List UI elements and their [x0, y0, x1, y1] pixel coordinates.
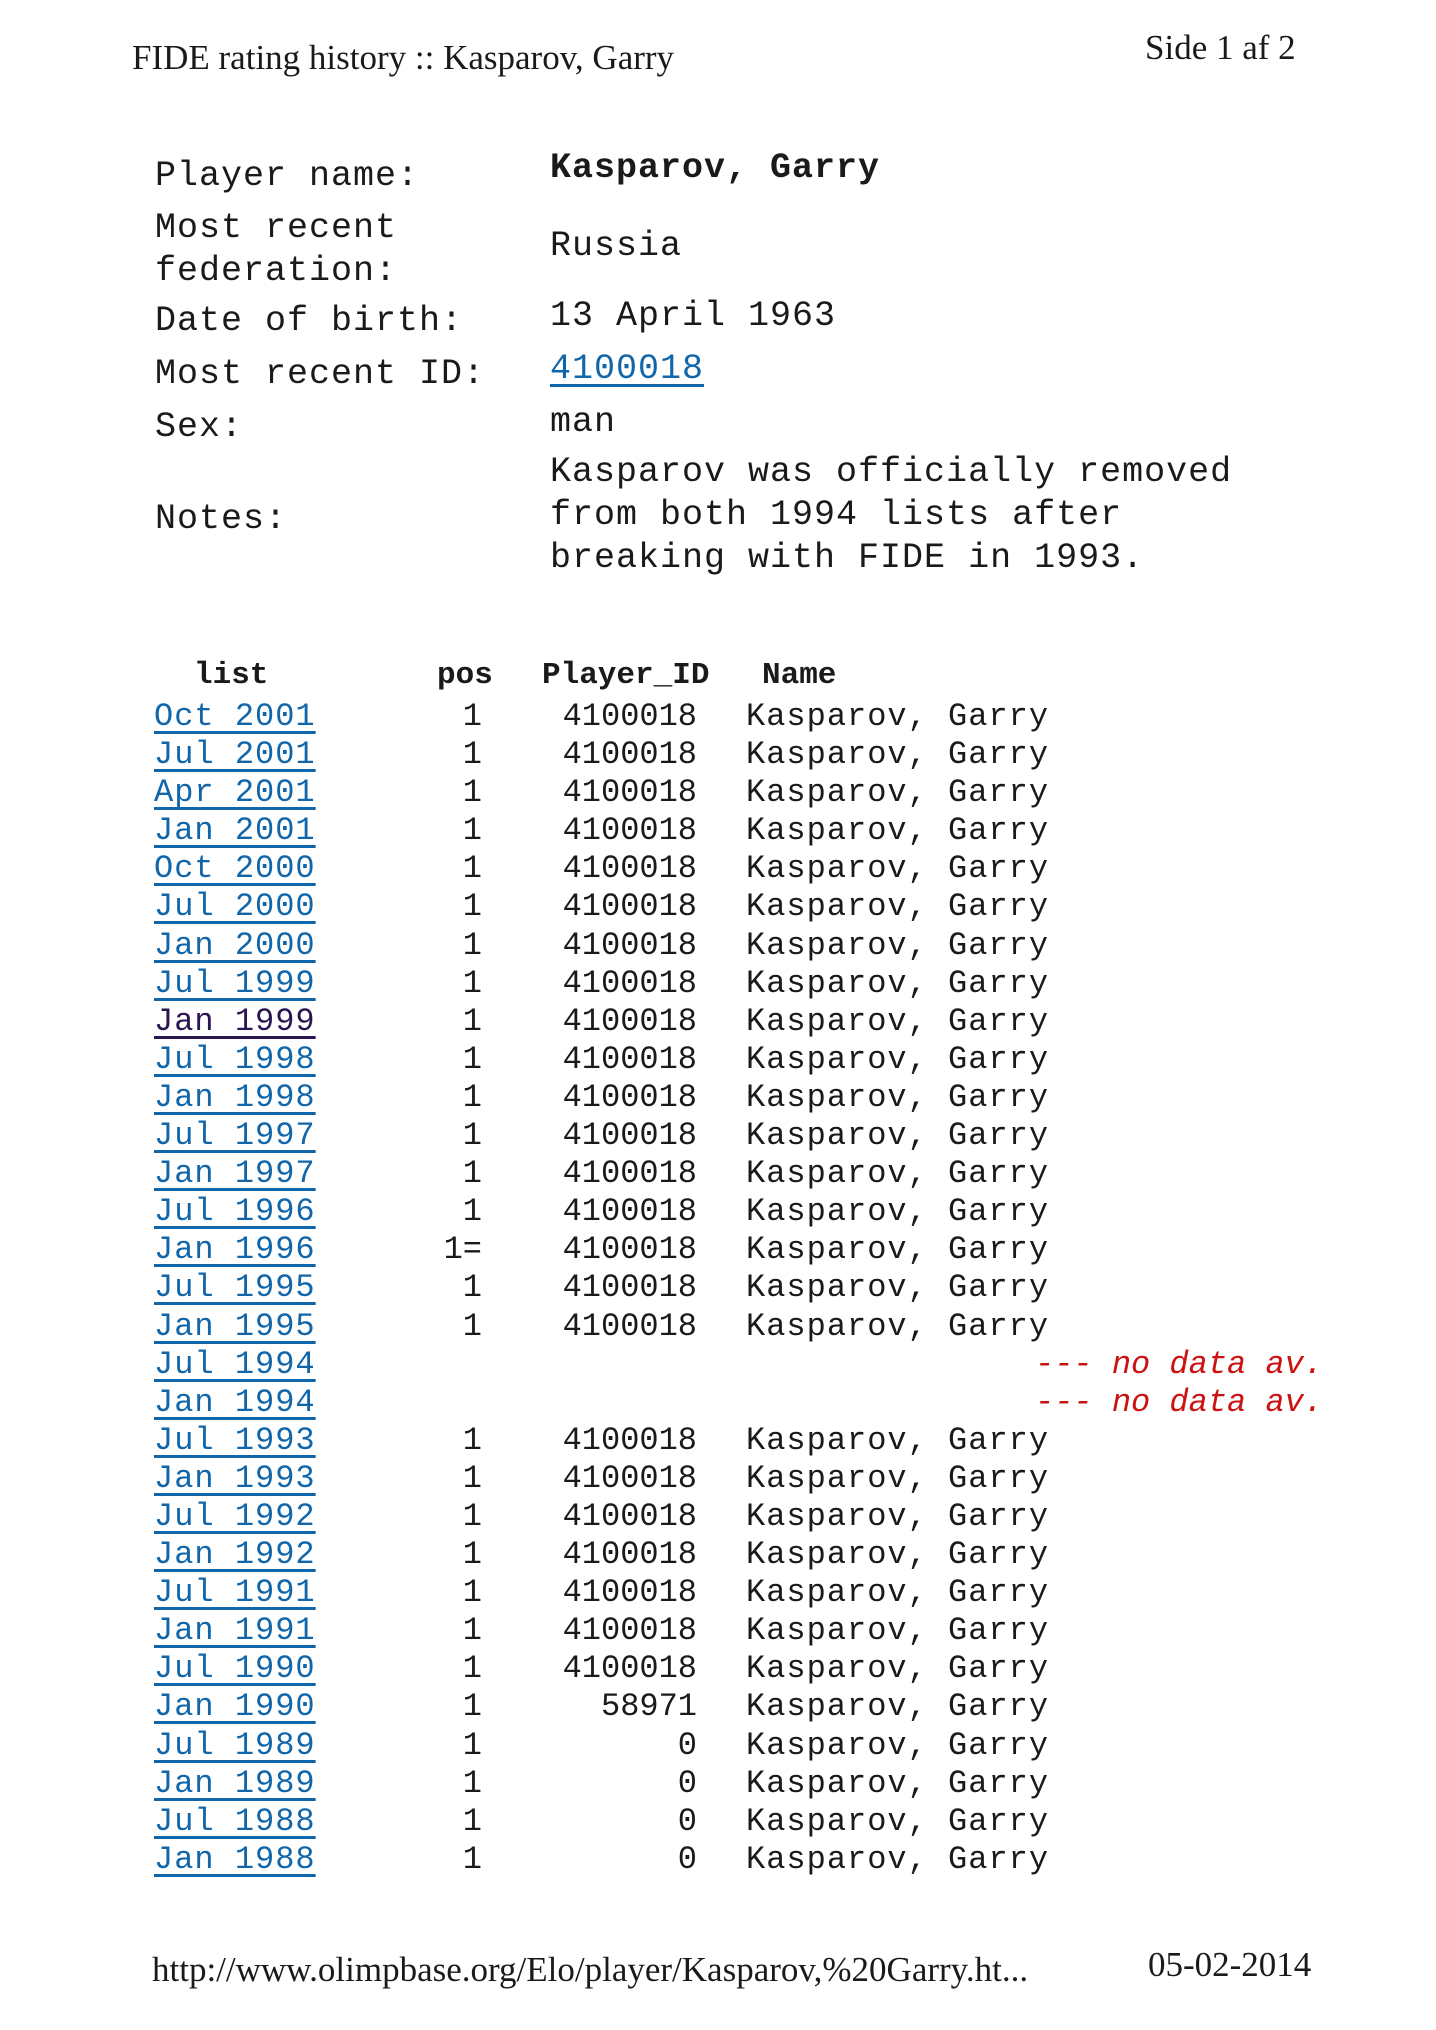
player-id-cell: 4100018: [562, 1155, 697, 1193]
list-date-link[interactable]: Jul 1995: [154, 1269, 316, 1307]
notes-line-3: breaking with FIDE in 1993.: [550, 538, 1145, 578]
federation-label-line2: federation:: [155, 251, 398, 291]
notes-line-1: Kasparov was officially removed: [550, 452, 1233, 492]
rank-position: 1: [462, 1421, 482, 1459]
notes-label: Notes:: [155, 499, 288, 539]
table-row: [150, 698, 1330, 736]
page-header-title: FIDE rating history :: Kasparov, Garry: [132, 38, 675, 77]
column-header-list: list: [194, 658, 269, 693]
player-id-cell: 4100018: [562, 1650, 697, 1688]
table-row: [150, 1269, 1330, 1307]
player-name-cell: Kasparov, Garry: [746, 1307, 1050, 1345]
player-id-cell: 4100018: [562, 1002, 697, 1040]
player-name-cell: Kasparov, Garry: [746, 1536, 1050, 1574]
list-date-link[interactable]: Jan 2000: [154, 926, 316, 964]
player-name-cell: Kasparov, Garry: [746, 774, 1050, 812]
player-name-cell: Kasparov, Garry: [746, 850, 1050, 888]
table-row: [150, 1765, 1330, 1803]
rank-position: 1: [462, 1574, 482, 1612]
player-id-cell: 0: [677, 1764, 697, 1802]
player-id-cell: 4100018: [562, 1307, 697, 1345]
player-id-cell: 4100018: [562, 888, 697, 926]
list-date-link[interactable]: Jul 1989: [154, 1726, 316, 1764]
player-id-cell: 0: [677, 1726, 697, 1764]
list-date-link[interactable]: Jul 1993: [154, 1421, 316, 1459]
list-date-link[interactable]: Jan 1998: [154, 1078, 316, 1116]
rank-position: 1: [462, 1155, 482, 1193]
player-name-cell: Kasparov, Garry: [746, 1078, 1050, 1116]
sex-label: Sex:: [155, 407, 244, 447]
list-date-link[interactable]: Jul 1996: [154, 1193, 316, 1231]
table-row: [150, 1308, 1330, 1346]
player-name-cell: Kasparov, Garry: [746, 1002, 1050, 1040]
player-id-cell: 0: [677, 1840, 697, 1878]
list-date-link[interactable]: Jul 2000: [154, 888, 316, 926]
rank-position: 1: [462, 812, 482, 850]
page-number: Side 1 af 2: [1145, 28, 1296, 67]
list-date-link[interactable]: Jan 1991: [154, 1612, 316, 1650]
list-date-link[interactable]: Jul 1990: [154, 1650, 316, 1688]
player-id-cell: 4100018: [562, 736, 697, 774]
federation-value: Russia: [550, 226, 683, 266]
table-row: [150, 1574, 1330, 1612]
list-date-link[interactable]: Jul 1991: [154, 1574, 316, 1612]
list-date-link[interactable]: Jan 1988: [154, 1840, 316, 1878]
player-id-link[interactable]: 4100018: [550, 349, 705, 389]
table-row: [150, 1422, 1330, 1460]
player-name-cell: Kasparov, Garry: [746, 1726, 1050, 1764]
rank-position: 1: [462, 1802, 482, 1840]
player-name-cell: Kasparov, Garry: [746, 1840, 1050, 1878]
table-row: [150, 774, 1330, 812]
table-row: [150, 965, 1330, 1003]
player-name-cell: Kasparov, Garry: [746, 1155, 1050, 1193]
list-date-link[interactable]: Jan 1992: [154, 1536, 316, 1574]
table-row: [150, 812, 1330, 850]
table-row: [150, 1688, 1330, 1726]
player-name-cell: Kasparov, Garry: [746, 1497, 1050, 1535]
table-row: [150, 888, 1330, 926]
player-id-cell: 4100018: [562, 1231, 697, 1269]
table-row: [150, 1460, 1330, 1498]
player-name-cell: Kasparov, Garry: [746, 1802, 1050, 1840]
table-row: [150, 1841, 1330, 1879]
player-name-cell: Kasparov, Garry: [746, 1612, 1050, 1650]
column-header-name: Name: [762, 658, 837, 693]
federation-label-line1: Most recent: [155, 208, 398, 248]
sex-value: man: [550, 402, 617, 442]
table-row: [150, 1498, 1330, 1536]
rank-position: 1: [462, 1840, 482, 1878]
rank-position: 1: [462, 1002, 482, 1040]
rank-position: 1: [462, 1726, 482, 1764]
rank-position: 1: [462, 1497, 482, 1535]
player-name-cell: Kasparov, Garry: [746, 812, 1050, 850]
table-row: [150, 1384, 1330, 1422]
list-date-link[interactable]: Jan 1999: [154, 1002, 316, 1040]
player-id-cell: 4100018: [562, 1536, 697, 1574]
rank-position: 1: [462, 1459, 482, 1497]
table-row: [150, 1536, 1330, 1574]
rank-position: 1: [462, 888, 482, 926]
list-date-link[interactable]: Jul 1994: [154, 1345, 316, 1383]
list-date-link[interactable]: Oct 2000: [154, 850, 316, 888]
rank-position: 1: [462, 1764, 482, 1802]
rank-position: 1: [462, 774, 482, 812]
player-id-cell: 4100018: [562, 698, 697, 735]
player-name-label: Player name:: [155, 156, 420, 196]
id-label: Most recent ID:: [155, 354, 486, 394]
rank-position: 1: [462, 1612, 482, 1650]
player-id-cell: 4100018: [562, 812, 697, 850]
player-id-cell: 4100018: [562, 850, 697, 888]
rank-position: 1: [462, 1536, 482, 1574]
table-row: [150, 1803, 1330, 1841]
table-row: [150, 850, 1330, 888]
rank-position: 1: [462, 964, 482, 1002]
player-id-cell: 4100018: [562, 1459, 697, 1497]
dob-value: 13 April 1963: [550, 296, 837, 336]
player-id-cell: 4100018: [562, 1612, 697, 1650]
footer-date: 05-02-2014: [1148, 1945, 1312, 1984]
player-name-cell: Kasparov, Garry: [746, 964, 1050, 1002]
table-row: [150, 927, 1330, 965]
list-date-link[interactable]: Oct 2001: [154, 698, 316, 735]
player-id-cell: 4100018: [562, 1421, 697, 1459]
player-name-cell: Kasparov, Garry: [746, 1193, 1050, 1231]
rank-position: 1: [462, 1269, 482, 1307]
player-name-cell: Kasparov, Garry: [746, 1764, 1050, 1802]
list-date-link[interactable]: Apr 2001: [154, 774, 316, 812]
list-date-link[interactable]: Jan 1994: [154, 1383, 316, 1421]
table-row: [150, 1155, 1330, 1193]
footer-url: http://www.olimpbase.org/Elo/player/Kasparov,%20Garry.ht...: [152, 1950, 1029, 1989]
player-id-cell: 4100018: [562, 926, 697, 964]
rank-position: 1: [462, 1078, 482, 1116]
player-id-cell: 4100018: [562, 964, 697, 1002]
player-id-cell: 4100018: [562, 774, 697, 812]
rank-position: 1: [462, 698, 482, 735]
player-name-cell: Kasparov, Garry: [746, 698, 1050, 735]
player-name-cell: Kasparov, Garry: [746, 1574, 1050, 1612]
table-row: [150, 1079, 1330, 1117]
player-id-cell: 4100018: [562, 1574, 697, 1612]
dob-label: Date of birth:: [155, 301, 464, 341]
list-date-link[interactable]: Jan 1997: [154, 1155, 316, 1193]
player-id-cell: 4100018: [562, 1040, 697, 1078]
player-id-cell: 4100018: [562, 1117, 697, 1155]
list-date-link[interactable]: Jul 1998: [154, 1040, 316, 1078]
player-id-cell: 4100018: [562, 1193, 697, 1231]
list-date-link[interactable]: Jan 2001: [154, 812, 316, 850]
table-row: [150, 1193, 1330, 1231]
list-date-link[interactable]: Jul 1997: [154, 1117, 316, 1155]
rank-position: 1: [462, 1193, 482, 1231]
player-name-cell: Kasparov, Garry: [746, 888, 1050, 926]
rank-position: 1: [462, 1040, 482, 1078]
table-row: [150, 1346, 1330, 1384]
table-body: [150, 698, 1330, 1879]
player-id-cell: 4100018: [562, 1269, 697, 1307]
player-name-cell: Kasparov, Garry: [746, 736, 1050, 774]
player-name-cell: Kasparov, Garry: [746, 1688, 1050, 1726]
table-row: [150, 1003, 1330, 1041]
rank-position: 1: [462, 1650, 482, 1688]
player-id-cell: 58971: [600, 1688, 697, 1726]
table-row: [150, 1612, 1330, 1650]
rank-position: 1: [462, 850, 482, 888]
list-date-link[interactable]: Jul 1992: [154, 1497, 316, 1535]
player-name: Kasparov, Garry: [550, 148, 881, 188]
list-date-link[interactable]: Jan 1989: [154, 1764, 316, 1802]
list-date-link[interactable]: Jan 1990: [154, 1688, 316, 1726]
list-date-link[interactable]: Jan 1995: [154, 1307, 316, 1345]
list-date-link[interactable]: Jan 1996: [154, 1231, 316, 1269]
table-row: [150, 1041, 1330, 1079]
list-date-link[interactable]: Jan 1993: [154, 1459, 316, 1497]
player-name-cell: Kasparov, Garry: [746, 1117, 1050, 1155]
table-row: [150, 1231, 1330, 1269]
rank-position: 1: [462, 736, 482, 774]
player-id-cell: 0: [677, 1802, 697, 1840]
rank-position: 1: [462, 1307, 482, 1345]
no-data-note: --- no data av.: [1035, 1345, 1324, 1383]
list-date-link[interactable]: Jul 2001: [154, 736, 316, 774]
rank-position: 1: [462, 1688, 482, 1726]
no-data-note: --- no data av.: [1035, 1383, 1324, 1421]
player-name-cell: Kasparov, Garry: [746, 1459, 1050, 1497]
rank-position: 1: [462, 926, 482, 964]
column-header-player-id: Player_ID: [542, 658, 710, 693]
player-name-cell: Kasparov, Garry: [746, 1269, 1050, 1307]
table-row: [150, 1727, 1330, 1765]
list-date-link[interactable]: Jul 1999: [154, 964, 316, 1002]
player-name-cell: Kasparov, Garry: [746, 1040, 1050, 1078]
notes-line-2: from both 1994 lists after: [550, 495, 1123, 535]
player-name-cell: Kasparov, Garry: [746, 1421, 1050, 1459]
column-header-pos: pos: [437, 658, 493, 693]
table-row: [150, 1117, 1330, 1155]
rank-position: 1: [462, 1117, 482, 1155]
player-id-cell: 4100018: [562, 1497, 697, 1535]
player-id-cell: 4100018: [562, 1078, 697, 1116]
rank-position: 1=: [443, 1231, 482, 1269]
player-name-cell: Kasparov, Garry: [746, 1231, 1050, 1269]
table-row: [150, 736, 1330, 774]
player-name-cell: Kasparov, Garry: [746, 1650, 1050, 1688]
player-name-cell: Kasparov, Garry: [746, 926, 1050, 964]
table-row: [150, 1650, 1330, 1688]
list-date-link[interactable]: Jul 1988: [154, 1802, 316, 1840]
